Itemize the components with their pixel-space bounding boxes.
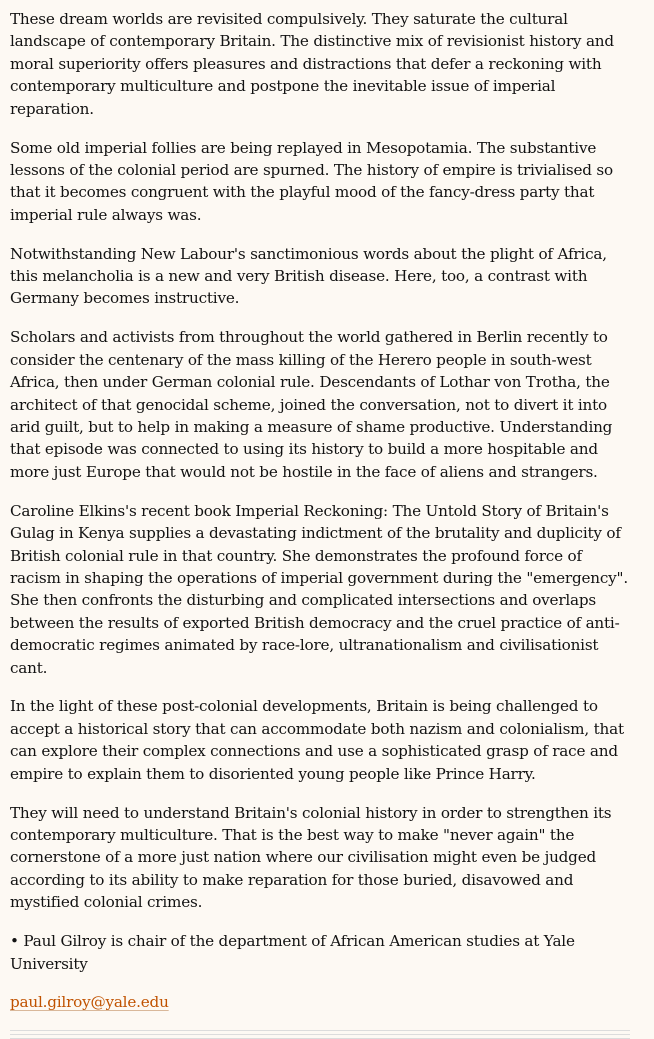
author-email-line <box>10 991 630 1013</box>
author-email-link[interactable]: paul.gilroy@yale.edu <box>10 993 169 1012</box>
divider-line-middle <box>10 1034 630 1035</box>
article-paragraph-4: Scholars and activists from throughout the world gathered in Berlin recently to consider the centenary of the mass killing of the Herero people in south-west Africa, then under German colonial rule. Descendants of Lothar von Trotha, the architect of that genocidal scheme, joined the conversation, not to divert it into arid guilt, but to help in making a measure of shame productive. Understanding that episode was connected to using its history to build a more hospitable and more just Europe that would not be hostile in the face of aliens and strangers. <box>10 328 613 481</box>
article-paragraph-5: Caroline Elkins's recent book Imperial Reckoning: The Untold Story of Britain's Gulag in Kenya supplies a devastating indictment of the brutality and duplicity of British colonial rule in that country. She demonstrates the profound force of racism in shaping the operations of imperial government during the "emergency". She then confronts the disturbing and complicated intersections and overlaps between the results of exported British democracy and the cruel practice of anti-democratic regimes animated by race-lore, ultranationalism and civilisationist cant. <box>10 501 628 677</box>
article-paragraph-1: These dream worlds are revisited compulsively. They saturate the cultural landscape of contemporary Britain. The distinctive mix of revisionist history and moral superiority offers pleasures and distractions that defer a reckoning with contemporary multiculture and postpone the inevitable issue of imperial reparation. <box>10 10 614 118</box>
article-paragraph-2: Some old imperial follies are being replayed in Mesopotamia. The substantive lessons of the colonial period are spurned. The history of empire is trivialised so that it becomes congruent with the playful mood of the fancy-dress party that imperial rule always was. <box>10 138 613 224</box>
section-divider <box>10 1030 630 1039</box>
article-paragraph-7: They will need to understand Britain's colonial history in order to strengthen its contemporary multiculture. That is the best way to make "never again" the cornerstone of a more just nation where our civilisation might even be judged according to its ability to make reparation for those buried, disavowed and mystified colonial crimes. <box>10 803 612 912</box>
author-note: • Paul Gilroy is chair of the department of African American studies at Yale University <box>10 932 575 973</box>
article-paragraph-6: In the light of these post-colonial developments, Britain is being challenged to accept a historical story that can accommodate both nazism and colonialism, that can explore their complex connections and use a sophisticated grasp of race and empire to explain them to disoriented young people like Prince Harry. <box>10 697 624 783</box>
article-paragraph-3: Notwithstanding New Labour's sanctimonious words about the plight of Africa, this melancholia is a new and very British disease. Here, too, a contrast with Germany becomes instructive. <box>10 244 607 308</box>
divider-line-top <box>10 1030 630 1031</box>
